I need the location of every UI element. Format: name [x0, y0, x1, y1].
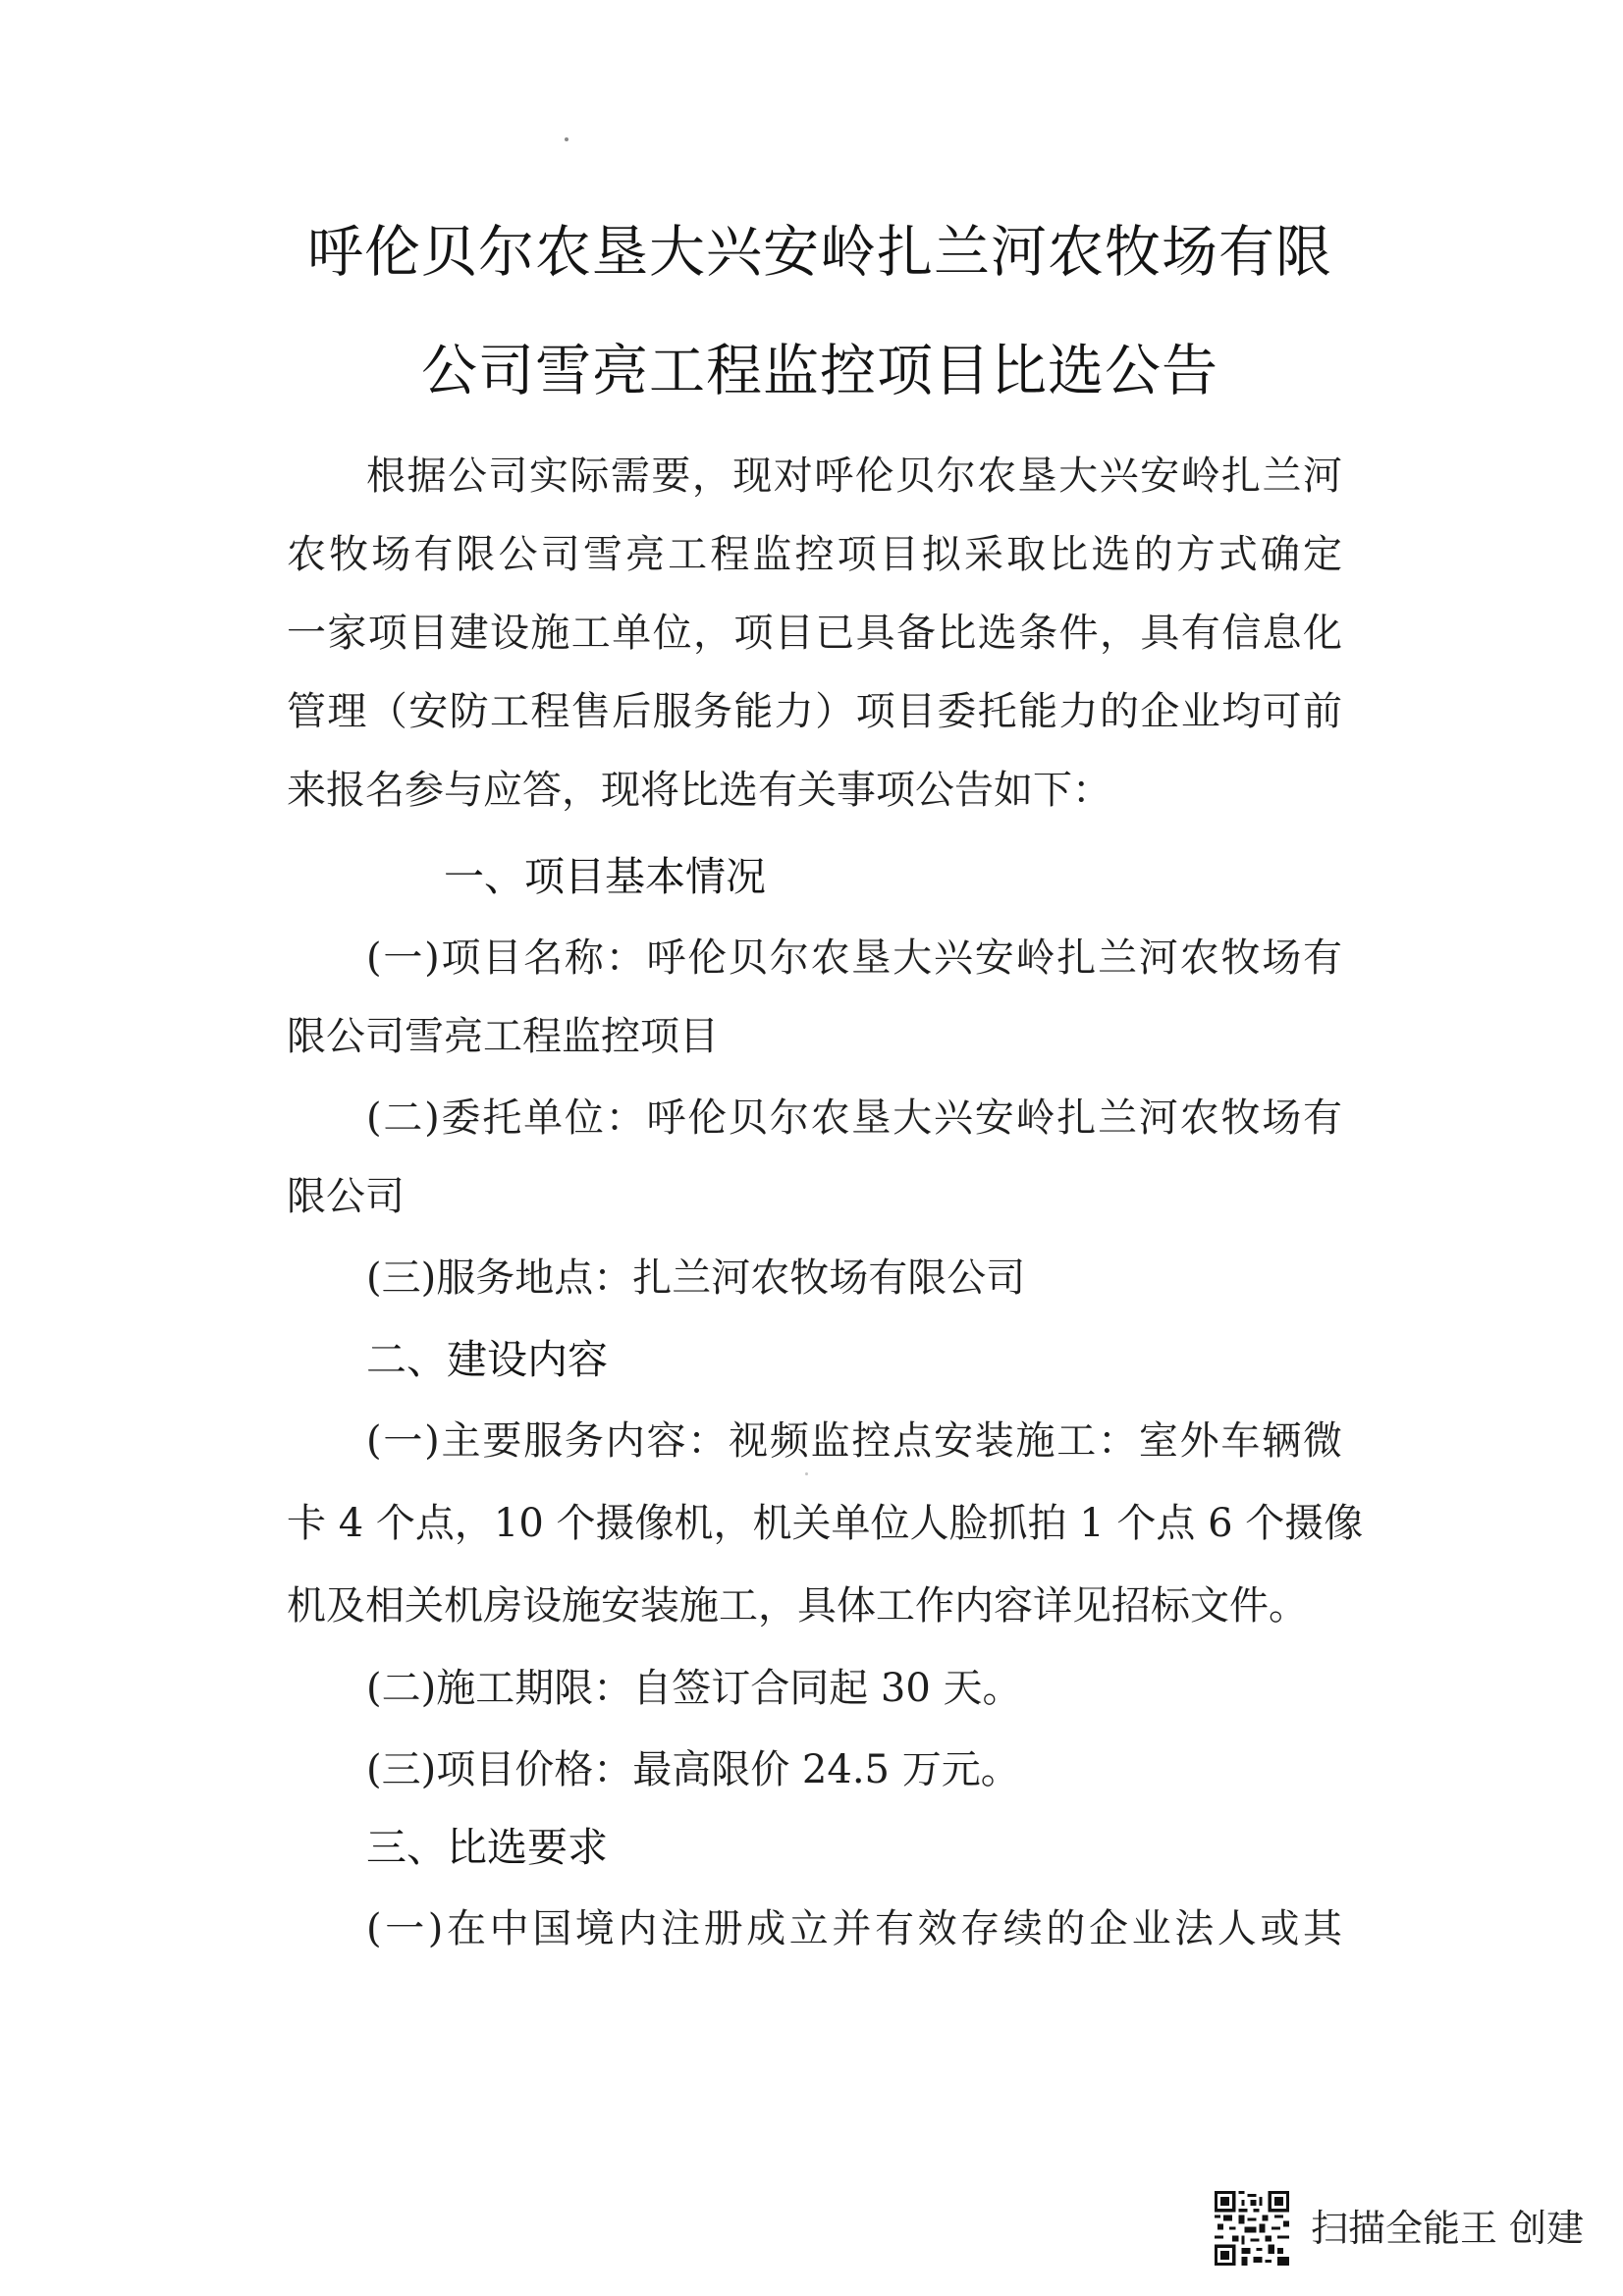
scan-speck	[565, 137, 568, 141]
scanner-app-caption: 扫描全能王 创建	[1311, 2207, 1585, 2250]
section-heading-3: 三、比选要求	[366, 1824, 608, 1871]
section1-item2-line-2: 限公司	[287, 1174, 405, 1219]
section1-item2-line-1: (二)委托单位：呼伦贝尔农垦大兴安岭扎兰河农牧场有	[366, 1095, 1342, 1141]
section2-item2: (二)施工期限：自签订合同起 30 天。	[366, 1666, 1022, 1711]
section1-item3: (三)服务地点：扎兰河农牧场有限公司	[366, 1255, 1026, 1301]
scan-speck	[805, 1472, 808, 1475]
section2-item1-line-1: (一)主要服务内容：视频监控点安装施工：室外车辆微	[366, 1418, 1342, 1464]
document-title-line-1: 呼伦贝尔农垦大兴安岭扎兰河农牧场有限	[307, 220, 1332, 285]
qr-code-icon	[1215, 2191, 1289, 2266]
intro-line-3: 一家项目建设施工单位，项目已具备比选条件，具有信息化	[287, 611, 1342, 656]
section3-item1-line-1: (一)在中国境内注册成立并有效存续的企业法人或其	[366, 1906, 1342, 1951]
section2-item3: (三)项目价格：最高限价 24.5 万元。	[366, 1747, 1020, 1792]
intro-line-4: 管理（安防工程售后服务能力）项目委托能力的企业均可前	[287, 689, 1342, 734]
intro-line-1: 根据公司实际需要，现对呼伦贝尔农垦大兴安岭扎兰河	[366, 454, 1342, 499]
section2-item1-line-3: 机及相关机房设施安装施工，具体工作内容详见招标文件。	[287, 1583, 1308, 1629]
section1-item1-line-1: (一)项目名称：呼伦贝尔农垦大兴安岭扎兰河农牧场有	[366, 935, 1342, 981]
section2-item1-line-2: 卡 4 个点，10 个摄像机，机关单位人脸抓拍 1 个点 6 个摄像	[287, 1501, 1364, 1546]
section-heading-2: 二、建设内容	[366, 1336, 608, 1383]
document-title-line-2: 公司雪亮工程监控项目比选公告	[421, 339, 1218, 403]
intro-line-2: 农牧场有限公司雪亮工程监控项目拟采取比选的方式确定	[287, 532, 1342, 577]
section1-item1-line-2: 限公司雪亮工程监控项目	[287, 1014, 719, 1059]
section-heading-1: 一、项目基本情况	[444, 853, 766, 900]
intro-line-5: 来报名参与应答，现将比选有关事项公告如下：	[287, 768, 1111, 813]
